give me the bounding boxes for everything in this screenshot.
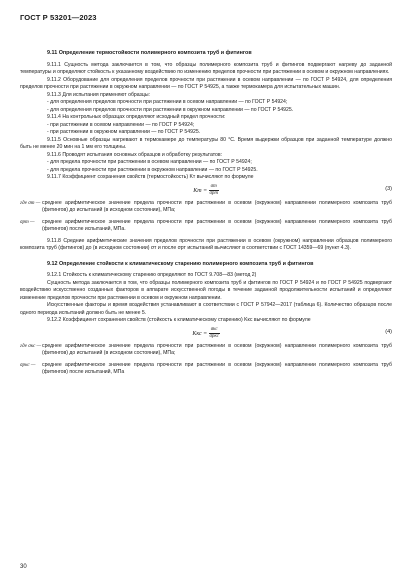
page-content	[20, 50, 392, 377]
definition-symbol: σркс —	[20, 361, 36, 368]
formula-numerator: σт	[210, 183, 217, 189]
formula-number: (3)	[385, 185, 392, 192]
definition-text: среднее арифметическое значение предела прочности при растяжении в осевом (окружном) направлении полимерного композита труб (фитингов) после испытаний, МПа	[42, 361, 392, 375]
paragraph-9-11-8: 9.11.8 Средние арифметические значения пределов прочности при растяжении в осевом (окружном) направлении образцов полимерного композита труб (фитингов) до (в исходном состоянии) σт и после σрт испытаний вычисляют в соответствии с ГОСТ 14359—69 (пункт 4.3).	[20, 237, 392, 251]
paragraph-9-11-6: 9.11.6 Проводят испытания основных образцов и обработку результатов:	[47, 151, 223, 158]
paragraph-9-12-1-body: Сущность метода заключается в том, что образцы полимерного композита труб и фитингов по ГОСТ Р 54924 и по ГОСТ Р 54925 подвергают воздействию искусственно созданных факторов в аппарате искусственной погоды в течение заданной продолжительности испытаний и определяют изменение пределов прочности при растяжении в осевом и окружном направлении.	[20, 279, 392, 301]
paragraph-9-11-7: 9.11.7 Коэффициент сохранения свойств (термостойкость) Kт вычисляют по формуле	[47, 174, 254, 180]
formula-number: (4)	[385, 328, 392, 335]
formula-lhs: Kт =	[193, 187, 208, 194]
section-heading-9-12: 9.12 Определение стойкости к климатическому старению полимерного композита труб и фитингов	[47, 260, 314, 267]
paragraph-9-11-1: 9.11.1 Сущность метода заключается в том, что образцы полимерного композита труб и фитингов подвергают нагреву до заданной температуры и определяют стойкость к указанному воздействию по изменению пределов прочности при растяжении в осевом и окружном направлениях.	[20, 61, 392, 75]
list-item: - для определения пределов прочности при растяжении в осевом направлении — по ГОСТ Р 54924;	[47, 99, 288, 105]
definition-item	[20, 343, 392, 358]
list-item: - для предела прочности при растяжении в окружном направлении — по ГОСТ Р 54925.	[47, 166, 258, 173]
section-heading-9-11: 9.11 Определение термостойкости полимерного композита труб и фитингов	[47, 50, 252, 56]
definition-item	[20, 219, 392, 234]
paragraph-9-11-5: 9.11.5 Основные образцы нагревают в термокамере до температуры 80 °С. Время выдержки образцов при заданной температуре должно быть не менее 20 мин на 1 мм его толщины.	[20, 136, 392, 150]
definition-text: среднее арифметическое значение предела прочности при растяжении в осевом (окружном) направлении полимерного композита труб (фитингов) до испытаний (в исходном состоянии), МПа;	[42, 199, 392, 213]
paragraph-9-12-2: 9.12.2 Коэффициент сохранения свойств (стойкость к климатическому старению) Kкс вычисляют по формуле	[47, 317, 311, 323]
paragraph-9-12-1: 9.12.1 Стойкость к климатическому старению определяют по ГОСТ 9.708—83 (метод 2)	[47, 272, 257, 278]
formula-lhs: Kкс =	[192, 330, 208, 337]
definition-symbol: где σт —	[20, 199, 41, 206]
formula-4	[20, 325, 392, 343]
formula-numerator: σкс	[210, 326, 218, 332]
definition-symbol: где σкс —	[20, 342, 42, 349]
paragraph-9-11-2: 9.11.2 Оборудование для определения пределов прочности при растяжении в осевом направлении — по ГОСТ Р 54924, для определения пределов прочности при растяжении в окружном направлении — по ГОСТ Р 54925, а также термокамера для испытательных машин.	[20, 76, 392, 90]
formula-denominator: σркс	[209, 333, 219, 339]
formula-fraction	[209, 327, 220, 340]
list-item: - при растяжении в окружном направлении — по ГОСТ Р 54925.	[47, 129, 201, 135]
list-item: - при растяжении в осевом направлении — по ГОСТ Р 54924;	[47, 121, 195, 128]
definition-symbol: σрт —	[20, 218, 35, 225]
paragraph-9-12-1-factors: Искусственные факторы и время воздействия устанавливают в соответствии с ГОСТ Р 57942—2017 (таблица 6). Количество образцов после одного периода испытаний должно быть не менее 5.	[20, 302, 392, 316]
document-header: ГОСТ Р 53201—2023	[20, 13, 97, 22]
formula-denominator: σрт	[209, 190, 218, 196]
definition-text: среднее арифметическое значение предела прочности при растяжении в осевом (окружном) направлении полимерного композита труб (фитингов) после испытаний, МПа.	[42, 218, 392, 232]
list-item: - для определения пределов прочности при растяжении в окружном направлении — по ГОСТ Р 54925.	[47, 106, 294, 113]
formula-3	[20, 182, 392, 200]
paragraph-9-11-4: 9.11.4 На контрольных образцах определяют исходный предел прочности:	[47, 114, 226, 120]
paragraph-9-11-3: 9.11.3 Для испытания применяют образцы:	[47, 91, 150, 98]
list-item: - для предела прочности при растяжении в осевом направлении — по ГОСТ Р 54924;	[47, 159, 252, 165]
definition-text: среднее арифметическое значение предела прочности при растяжении в осевом (окружном) направлении полимерного композита труб (фитингов) до испытаний (в исходном состоянии), МПа;	[42, 342, 392, 356]
definition-item	[20, 200, 392, 215]
definition-item	[20, 362, 392, 377]
formula-fraction	[209, 184, 219, 197]
page-number: 30	[20, 564, 27, 570]
